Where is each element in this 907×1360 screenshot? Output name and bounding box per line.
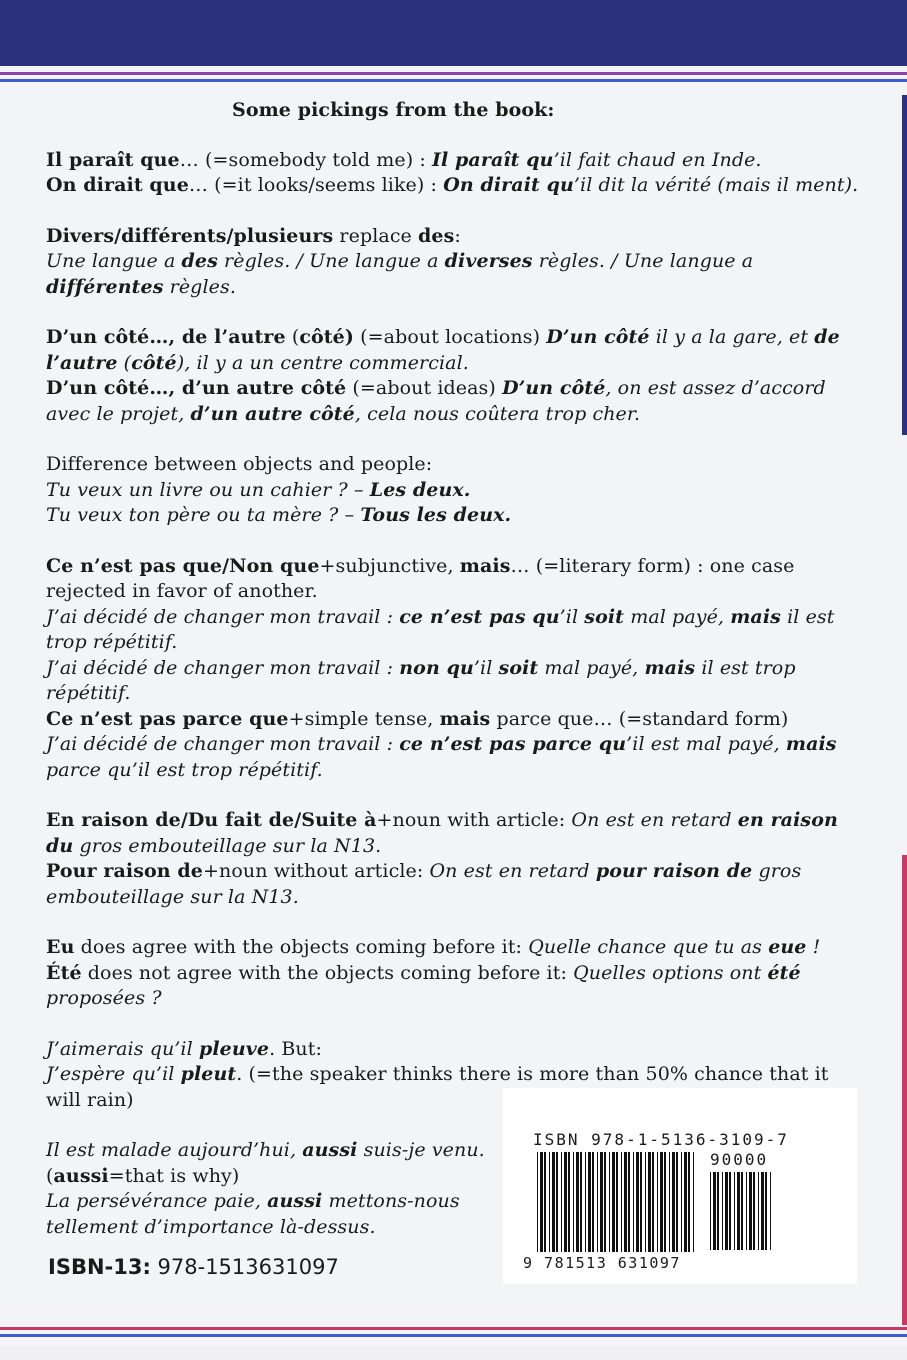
barcode-bar <box>710 1172 711 1250</box>
barcode-bar <box>672 1152 675 1252</box>
barcode-bar <box>576 1152 579 1252</box>
purple-stripe <box>0 72 907 75</box>
barcode-bar <box>628 1152 630 1252</box>
line: J’ai décidé de changer mon travail : ce n’est pas parce qu’il est mal payé, mais parce qu’il est trop répétitif. <box>46 733 837 781</box>
line: J’espère qu’il pleut. (=the speaker thinks there is more than 50% chance that it will rain) <box>46 1063 829 1111</box>
barcode-bar <box>770 1172 771 1250</box>
barcode-bar <box>624 1152 627 1252</box>
barcode-bar <box>633 1152 634 1252</box>
barcode-bar <box>652 1152 654 1252</box>
barcode-bar <box>544 1152 546 1252</box>
line: Il est malade aujourd’hui, aussi suis-je venu. <box>46 1139 485 1161</box>
barcode-ean-number: 9 781513 631097 <box>523 1254 681 1272</box>
line: Été does not agree with the objects coming before it: Quelles options ont été proposées ? <box>46 961 801 1009</box>
barcode-bar <box>749 1172 752 1250</box>
line: Ce n’est pas que/Non que+subjunctive, mais… (=literary form) : one case rejected in favor of another. <box>46 554 795 602</box>
barcode-main-bars <box>537 1152 697 1252</box>
barcode-bar <box>612 1152 615 1252</box>
barcode-bar <box>717 1172 719 1250</box>
line: (aussi=that is why) <box>46 1164 240 1187</box>
barcode-addon-number: 90000 <box>710 1150 769 1169</box>
side-mark-red <box>902 855 907 1325</box>
barcode-addon-bars <box>710 1172 776 1250</box>
isbn-13: ISBN-13: 978-1513631097 <box>48 1255 339 1279</box>
barcode-bar <box>537 1152 538 1252</box>
block-eu-ete <box>46 935 861 1012</box>
line: J’ai décidé de changer mon travail : non qu’il soit mal payé, mais il est trop répétitif. <box>46 656 796 704</box>
barcode-bar <box>621 1152 622 1252</box>
line: Tu veux un livre ou un cahier ? – Les deux. <box>46 478 471 501</box>
block-il-parait <box>46 148 861 199</box>
barcode-isbn-text: ISBN 978-1-5136-3109-7 <box>533 1130 789 1149</box>
barcode-bar <box>552 1152 555 1252</box>
line: En raison de/Du fait de/Suite à+noun with article: On est en retard en raison du gros embouteillage sur la N13. <box>46 809 838 857</box>
barcode-panel <box>503 1088 857 1284</box>
line: Eu does agree with the objects coming before it: Quelle chance que tu as eue ! <box>46 936 821 958</box>
barcode-bar <box>660 1152 663 1252</box>
top-color-band <box>0 0 907 66</box>
line: D’un côté…, d’un autre côté (=about ideas) D’un côté, on est assez d’accord avec le projet, d’un autre côté, cela nous coûtera trop cher. <box>46 377 826 425</box>
block-ce-n-est-pas-que <box>46 554 861 784</box>
barcode-bar <box>693 1152 694 1252</box>
line: Divers/différents/plusieurs replace des: <box>46 224 461 247</box>
barcode-bar <box>597 1152 598 1252</box>
barcode-bar <box>585 1152 586 1252</box>
barcode-bar <box>734 1172 735 1250</box>
barcode-bar <box>657 1152 658 1252</box>
barcode-bar <box>645 1152 646 1252</box>
barcode-bar <box>681 1152 682 1252</box>
block-aussi <box>46 1138 486 1240</box>
red-stripe <box>0 1327 907 1330</box>
block-d-un-cote <box>46 325 861 427</box>
barcode-bar <box>729 1172 731 1250</box>
line: Tu veux ton père ou ta mère ? – Tous les deux. <box>46 504 512 526</box>
blue-stripe <box>0 79 907 82</box>
barcode-bar <box>568 1152 570 1252</box>
bottom-band <box>0 1346 907 1360</box>
barcode-bar <box>604 1152 606 1252</box>
barcode-bar <box>722 1172 723 1250</box>
barcode-bar <box>753 1172 755 1250</box>
barcode-bar <box>761 1172 764 1250</box>
barcode-bar <box>725 1172 728 1250</box>
line: Difference between objects and people: <box>46 453 433 475</box>
barcode-bar <box>758 1172 759 1250</box>
line: Pour raison de+noun without article: On est en retard pour raison de gros embouteillage sur la N13. <box>46 860 802 908</box>
line: Il paraît que… (=somebody told me) : Il paraît qu’il fait chaud en Inde. <box>46 148 762 171</box>
barcode-bar <box>609 1152 610 1252</box>
barcode-bar <box>640 1152 642 1252</box>
line: D’un côté…, de l’autre (côté) (=about locations) D’un côté il y a la gare, et de l’autre (côté), il y a un centre commercial. <box>46 326 840 374</box>
barcode-bar <box>765 1172 767 1250</box>
barcode-bar <box>573 1152 574 1252</box>
barcode-bar <box>648 1152 651 1252</box>
barcode-bar <box>636 1152 639 1252</box>
side-mark-blue <box>902 95 907 435</box>
barcode-bar <box>588 1152 591 1252</box>
barcode-bar <box>616 1152 618 1252</box>
barcode-bar <box>600 1152 603 1252</box>
block-en-raison-de <box>46 808 861 910</box>
barcode-bar <box>580 1152 582 1252</box>
barcode-bar <box>564 1152 567 1252</box>
block-objects-people <box>46 452 861 529</box>
barcode-bar <box>561 1152 562 1252</box>
line: Ce n’est pas parce que+simple tense, mais parce que… (=standard form) <box>46 707 789 730</box>
barcode-bar <box>676 1152 678 1252</box>
barcode-bar <box>713 1172 716 1250</box>
line: La persévérance paie, aussi mettons-nous tellement d’importance là-dessus. <box>46 1190 460 1238</box>
line: On dirait que… (=it looks/seems like) : On dirait qu’il dit la vérité (mais il ment). <box>46 174 859 196</box>
barcode-bar <box>684 1152 687 1252</box>
barcode-bar <box>556 1152 558 1252</box>
barcode-bar <box>669 1152 670 1252</box>
barcode-bar <box>540 1152 543 1252</box>
barcode-bar <box>741 1172 743 1250</box>
line: Une langue a des règles. / Une langue a diverses règles. / Une langue a différentes règles. <box>46 250 754 298</box>
blue-stripe-bottom <box>0 1334 907 1337</box>
barcode-bar <box>664 1152 666 1252</box>
barcode-bar <box>549 1152 550 1252</box>
block-divers <box>46 224 861 301</box>
barcode-bar <box>737 1172 740 1250</box>
line: J’ai décidé de changer mon travail : ce n’est pas qu’il soit mal payé, mais il est trop répétitif. <box>46 605 835 653</box>
section-heading: Some pickings from the book: <box>232 99 555 121</box>
line: J’aimerais qu’il pleuve. But: <box>46 1037 322 1060</box>
barcode-bar <box>592 1152 594 1252</box>
barcode-bar <box>746 1172 747 1250</box>
barcode-bar <box>688 1152 690 1252</box>
